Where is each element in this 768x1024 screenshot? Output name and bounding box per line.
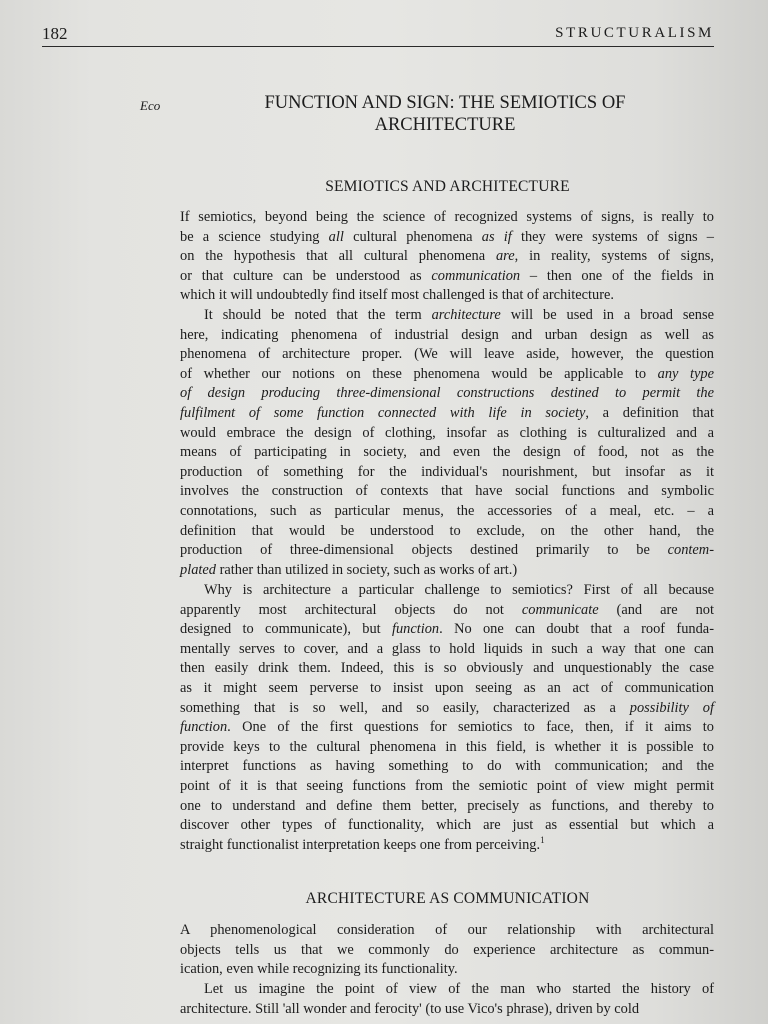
text-line: mentally serves to cover, and a glass to hold liquids in such a way that one can bbox=[180, 640, 714, 657]
text-line: straight functionalist interpretation keeps one from perceiving.$^1$ bbox=[180, 834, 545, 853]
emphasis: any type bbox=[657, 365, 714, 382]
text-line: then easily drink them. Indeed, this is so obviously and unquestionably the case bbox=[180, 660, 714, 677]
emphasis: of design producing three-dimensional constructions destined to permit the bbox=[180, 385, 714, 402]
emphasis: possibility of bbox=[629, 699, 714, 716]
text-line: would embrace the design of clothing, insofar as clothing is culturalized and a bbox=[180, 424, 714, 441]
text-line: designed to communicate), but function. No one can doubt that a roof funda- bbox=[180, 621, 714, 638]
margin-author-name: Eco bbox=[140, 98, 161, 113]
running-head: STRUCTURALISM bbox=[555, 25, 714, 41]
text-line: definition that would be understood to exclude, on the other hand, the bbox=[180, 522, 714, 539]
emphasis: all bbox=[328, 228, 344, 245]
footnote-marker[interactable]: 1 bbox=[540, 834, 545, 845]
text-line: interpret functions as having something to do with communication; and the bbox=[180, 758, 714, 775]
section-heading: ARCHITECTURE AS COMMUNICATION bbox=[305, 890, 590, 907]
text-line: something that is so well, and so easily, characterized as a possibility of bbox=[180, 699, 714, 716]
emphasis: are bbox=[495, 248, 515, 265]
paragraph bbox=[180, 980, 714, 1019]
text-line: fulfilment of some function connected with life in society, a definition that bbox=[180, 404, 715, 421]
text-line: apparently most architectural objects do not communicate (and are not bbox=[180, 601, 714, 618]
text-line: as it might seem perverse to insist upon seeing as an act of communication bbox=[180, 679, 714, 696]
text-line bbox=[180, 384, 714, 404]
text-line: be a science studying all cultural phenomena as if they were systems of signs – bbox=[180, 228, 715, 245]
text-line: point of it is that seeing functions from the semiotic point of view might permit bbox=[180, 777, 714, 794]
paragraph bbox=[180, 581, 714, 855]
text-line: production of something for the individual's nourishment, but insofar as it bbox=[180, 463, 714, 480]
text-line: provide keys to the cultural phenomena in this field, is whether it is possible to bbox=[180, 738, 714, 755]
text-line: objects tells us that we commonly do experience architecture as commun- bbox=[180, 941, 714, 958]
text-line: one to understand and define them better, precisely as functions, and thereby to bbox=[180, 797, 714, 814]
emphasis: architecture bbox=[431, 307, 501, 323]
emphasis: communication bbox=[431, 267, 521, 284]
paragraph bbox=[180, 306, 714, 580]
emphasis: as if bbox=[481, 228, 512, 245]
paragraph bbox=[180, 921, 714, 980]
text-line: plated rather than utilized in society, such as works of art.) bbox=[180, 561, 518, 578]
emphasis: function bbox=[391, 621, 440, 638]
text-line: here, indicating phenomena of industrial design and urban design as well as bbox=[180, 326, 714, 343]
page-number: 182 bbox=[42, 24, 68, 43]
text-line: involves the construction of contexts that have social functions and symbolic bbox=[180, 483, 714, 500]
text-line: It should be noted that the term architecture will be used in a broad sense bbox=[204, 307, 714, 323]
emphasis: function bbox=[180, 719, 228, 736]
text-line: architecture. Still 'all wonder and ferocity' (to use Vico's phrase), driven by cold bbox=[180, 1000, 640, 1017]
text-line: A phenomenological consideration of our relationship with architectural bbox=[180, 922, 714, 938]
text-line: Let us imagine the point of view of the man who started the history of bbox=[204, 981, 714, 997]
text-line: discover other types of functionality, which are just as essential but which a bbox=[180, 817, 714, 834]
text-line: phenomena of architecture proper. (We will leave aside, however, the question bbox=[180, 346, 714, 363]
emphasis: contem- bbox=[667, 542, 714, 559]
text-line: or that culture can be understood as communication – then one of the fields in bbox=[180, 267, 714, 284]
running-header bbox=[42, 22, 714, 47]
emphasis: communicate bbox=[521, 601, 599, 618]
text-line: connotations, such as particular menus, the accessories of a meal, etc. – a bbox=[180, 502, 714, 519]
section-heading: SEMIOTICS AND ARCHITECTURE bbox=[325, 178, 570, 195]
text-line: on the hypothesis that all cultural phenomena are, in reality, systems of signs, bbox=[180, 248, 714, 265]
text-line: If semiotics, beyond being the science of recognized systems of signs, is really to bbox=[180, 209, 714, 225]
text-line: of whether our notions on these phenomena would be applicable to any type bbox=[180, 365, 714, 382]
emphasis: plated bbox=[180, 561, 216, 578]
text-line: production of three-dimensional objects destined primarily to be contem- bbox=[180, 542, 714, 559]
emphasis: fulfilment of some function connected with life in society bbox=[180, 404, 586, 421]
text-line: Why is architecture a particular challenge to semiotics? First of all because bbox=[204, 582, 714, 598]
text-line: function. One of the first questions for semiotics to face, then, if it aims to bbox=[180, 719, 714, 736]
text-line: which it will undoubtedly find itself most challenged is that of architecture. bbox=[180, 287, 615, 304]
paragraph bbox=[180, 208, 714, 306]
text-line: means of participating in society, and even the design of food, not as the bbox=[180, 444, 714, 461]
chapter-title: FUNCTION AND SIGN: THE SEMIOTICS OF ARCHITECTURE bbox=[264, 93, 626, 135]
text-line: ication, even while recognizing its functionality. bbox=[180, 961, 458, 978]
